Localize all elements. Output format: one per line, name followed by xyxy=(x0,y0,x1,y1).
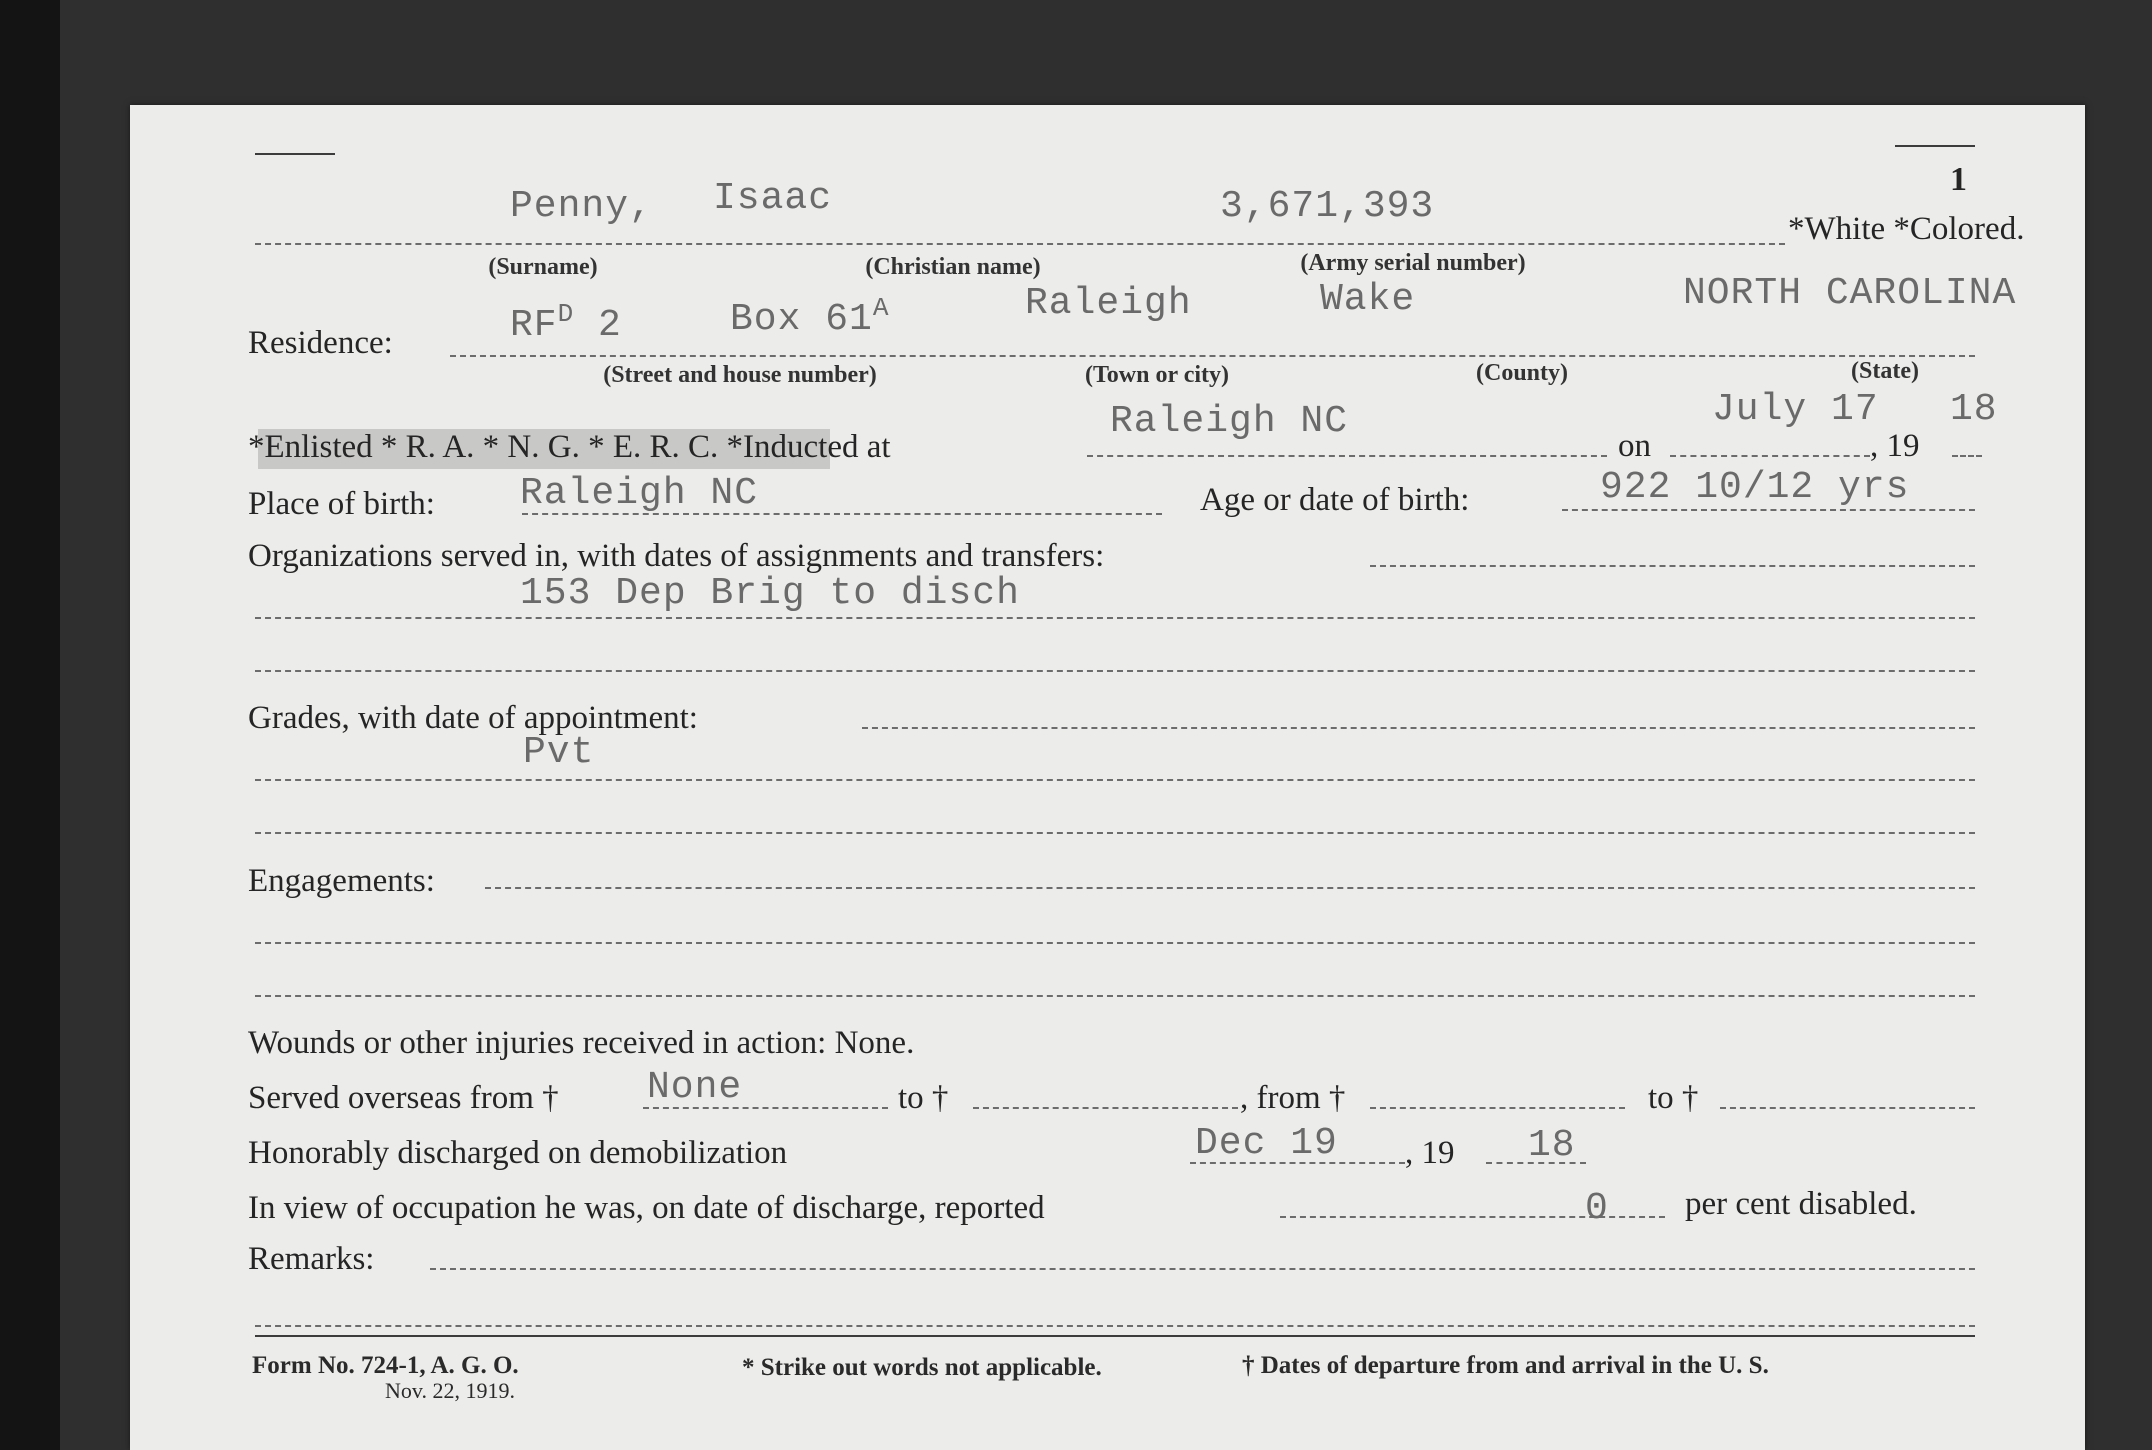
residence-county: Wake xyxy=(1320,278,1416,321)
birth-place-label: Place of birth: xyxy=(248,486,435,522)
age-label: Age or date of birth: xyxy=(1200,482,1470,518)
race-options: *White *Colored. xyxy=(1788,211,2025,247)
grades-line-1 xyxy=(862,727,1975,729)
strike-note: * Strike out words not applicable. xyxy=(742,1354,1102,1381)
residence-label: Residence: xyxy=(248,325,393,361)
overseas-to-label: to † xyxy=(898,1080,949,1116)
overseas-from2-line xyxy=(1370,1107,1625,1109)
page-number: 1 xyxy=(1950,161,1967,198)
christian-name-value: Isaac xyxy=(713,177,833,220)
remarks-label: Remarks: xyxy=(248,1241,375,1277)
engagements-line-3 xyxy=(255,995,1975,997)
form-date: Nov. 22, 1919. xyxy=(385,1378,515,1403)
residence-street xyxy=(510,301,622,345)
inducted-at-value: Raleigh NC xyxy=(1110,400,1349,443)
overseas-from2-label: , from † xyxy=(1240,1080,1346,1116)
residence-town: Raleigh xyxy=(1025,282,1192,325)
street-caption: (Street and house number) xyxy=(603,362,877,388)
overseas-to2-label: to † xyxy=(1648,1080,1699,1116)
residence-state: NORTH CAROLINA xyxy=(1683,272,2017,315)
dates-note: † Dates of departure from and arrival in the U. S. xyxy=(1242,1352,1769,1379)
birth-place-value: Raleigh NC xyxy=(520,472,759,515)
christian-name-caption: (Christian name) xyxy=(865,254,1041,280)
inducted-date-value: July 17 xyxy=(1712,388,1879,431)
serial-number-caption: (Army serial number) xyxy=(1300,250,1526,276)
organizations-label: Organizations served in, with dates of assignments and transfers: xyxy=(248,538,1105,574)
service-record-card xyxy=(130,105,2085,1450)
remarks-line-2 xyxy=(255,1325,1975,1327)
overseas-to-line xyxy=(973,1107,1238,1109)
disability-label: In view of occupation he was, on date of discharge, reported xyxy=(248,1190,1045,1226)
state-caption: (State) xyxy=(1851,358,1919,384)
grades-label: Grades, with date of appointment: xyxy=(248,700,698,736)
organizations-line-3 xyxy=(255,670,1975,672)
age-value: 922 10/12 yrs xyxy=(1600,466,1910,509)
inducted-on-label: on xyxy=(1618,428,1651,464)
serial-number-value: 3,671,393 xyxy=(1220,185,1435,228)
discharge-date-value: Dec 19 xyxy=(1195,1122,1338,1165)
discharge-label: Honorably discharged on demobilization xyxy=(248,1135,788,1171)
grades-value: Pvt xyxy=(523,731,595,774)
overseas-from-line xyxy=(643,1107,888,1109)
residence-box-suffix: A xyxy=(872,293,890,323)
grades-line-2 xyxy=(255,779,1975,781)
engagements-line-2 xyxy=(255,942,1975,944)
top-right-rule xyxy=(1895,145,1975,147)
remarks-bottom-rule xyxy=(255,1335,1975,1337)
disability-suffix: per cent disabled. xyxy=(1685,1186,1917,1222)
residence-street-number: 2 xyxy=(598,304,622,347)
organizations-value: 153 Dep Brig to disch xyxy=(520,572,1020,615)
inducted-date-line xyxy=(1670,455,1870,457)
wounds-label: Wounds or other injuries received in action: None. xyxy=(248,1025,915,1061)
surname-caption: (Surname) xyxy=(488,254,598,280)
residence-street-sup: D xyxy=(557,299,575,329)
discharge-year-line xyxy=(1486,1162,1586,1164)
engagements-label: Engagements: xyxy=(248,863,435,899)
residence-line xyxy=(450,355,1975,357)
enlistment-prefix: *Enlisted * R. A. * N. G. * E. R. C. *Inducted at xyxy=(248,429,891,465)
organizations-line-1 xyxy=(1370,565,1975,567)
inducted-line xyxy=(1087,455,1607,457)
remarks-line-1 xyxy=(430,1268,1975,1270)
inducted-year-value: 18 xyxy=(1950,388,1998,431)
residence-box-number: Box 61 xyxy=(730,298,873,341)
birth-place-line xyxy=(522,513,1162,515)
inducted-year-prefix: , 19 xyxy=(1870,428,1920,464)
binder-edge xyxy=(0,0,60,1450)
organizations-line-2 xyxy=(255,617,1975,619)
overseas-from-label: Served overseas from † xyxy=(248,1080,559,1116)
discharge-year-prefix: , 19 xyxy=(1405,1135,1455,1171)
name-line xyxy=(255,243,1785,245)
surname-value: Penny, xyxy=(510,185,653,228)
town-caption: (Town or city) xyxy=(1085,362,1229,388)
grades-line-3 xyxy=(255,832,1975,834)
discharge-year-value: 18 xyxy=(1528,1124,1576,1167)
form-number: Form No. 724-1, A. G. O. xyxy=(252,1352,519,1379)
inducted-year-line xyxy=(1952,455,1982,457)
discharge-date-line xyxy=(1190,1162,1405,1164)
overseas-from-value: None xyxy=(647,1066,743,1109)
residence-box xyxy=(730,295,889,339)
overseas-to2-line xyxy=(1720,1107,1975,1109)
disability-value: 0 xyxy=(1585,1187,1609,1230)
county-caption: (County) xyxy=(1475,360,1569,386)
residence-street-prefix: RF xyxy=(510,304,558,347)
top-left-rule xyxy=(255,153,335,155)
engagements-line-1 xyxy=(485,887,1975,889)
age-line xyxy=(1562,509,1975,511)
